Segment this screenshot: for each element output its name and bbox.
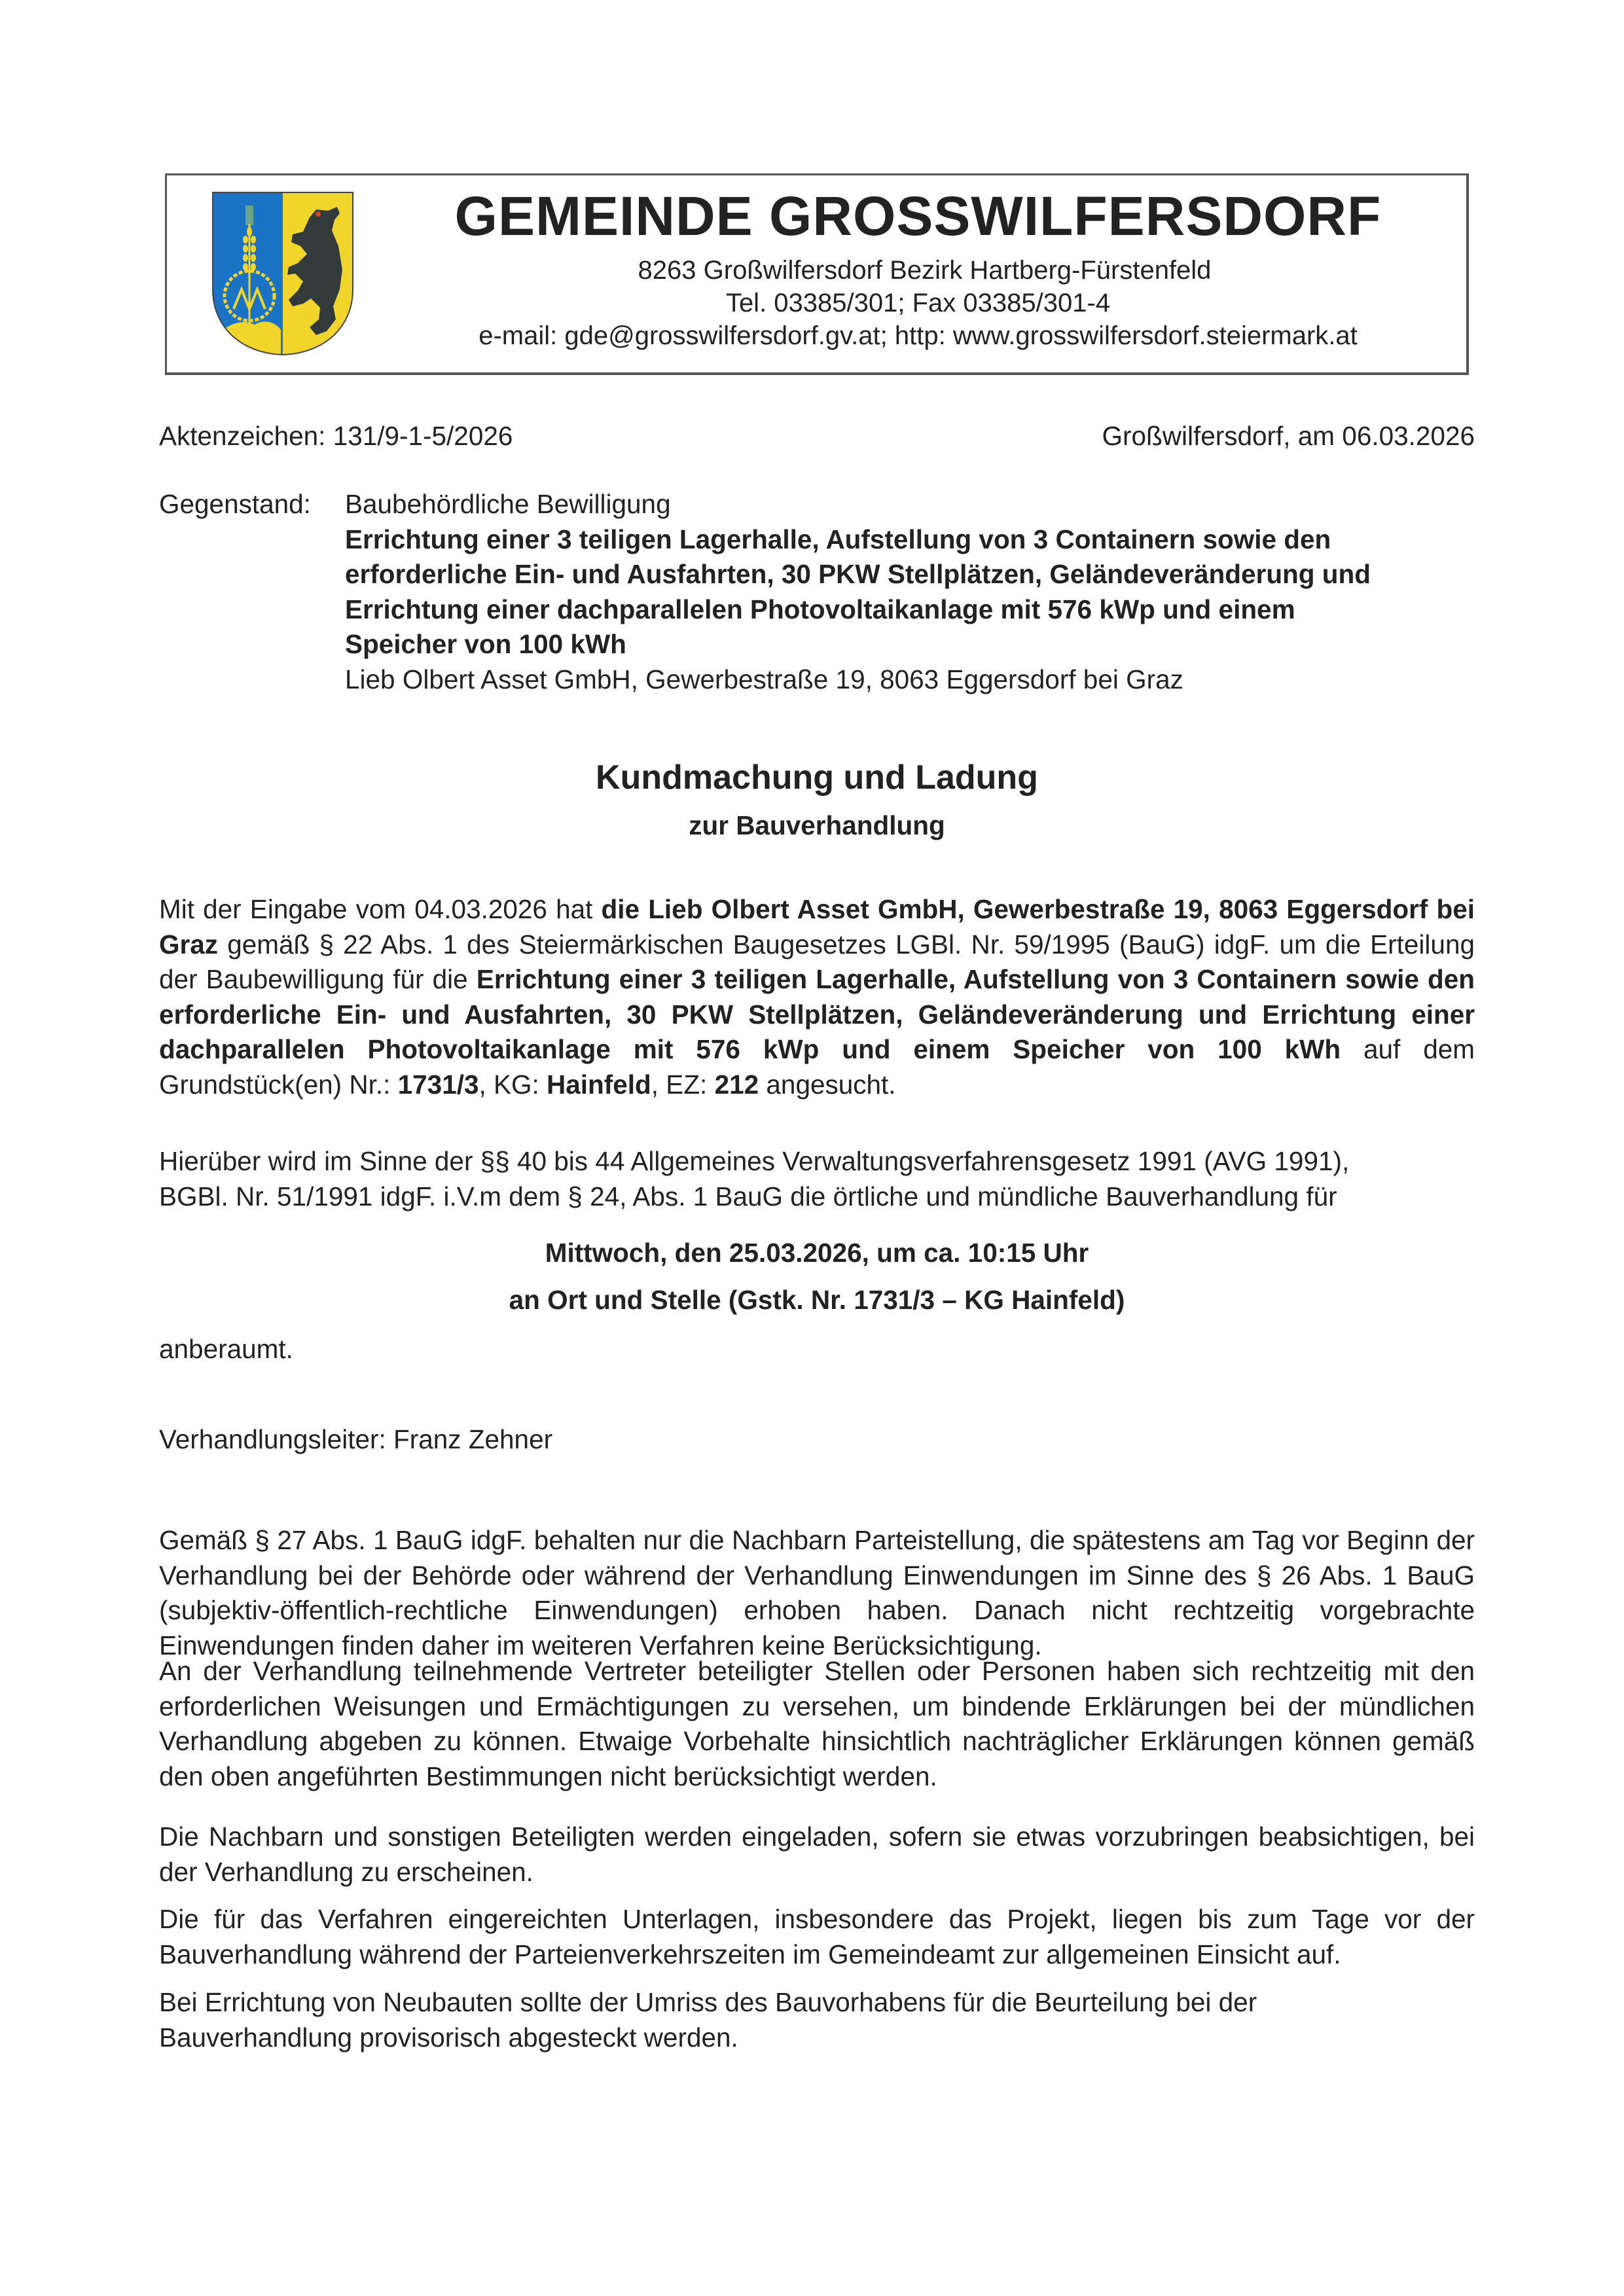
- municipality-title: GEMEINDE GROSSWILFERSDORF: [454, 185, 1382, 247]
- place-date: Großwilfersdorf, am 06.03.2026: [1102, 421, 1475, 451]
- staking-paragraph: Bei Errichtung von Neubauten sollte der Umriss des Bauvorhabens für die Beurteilung bei der Bauverhandlung provisorisch abgesteckt werden.: [159, 1987, 1257, 2053]
- invitation-paragraph: Die Nachbarn und sonstigen Beteiligten werden eingeladen, sofern sie etwas vorzubringen beabsichtigen, bei der Verhandlung zu erscheinen.: [159, 1821, 1475, 1887]
- parcel-number: 1731/3: [397, 1069, 479, 1100]
- text-run: gemäß § 22 Abs. 1 des Steiermärkischen Baugesetzes LGBl. Nr. 59/1995 (BauG) idgF. um die Erteilung der Baubewilligung für die: [159, 929, 1475, 994]
- subject-description-line: Errichtung einer dachparallelen Photovoltaikanlage mit 576 kWp und einem: [345, 594, 1295, 624]
- representatives-paragraph: An der Verhandlung teilnehmende Vertreter beteiligter Stellen oder Personen haben sich rechtzeitig mit den erforderlichen Weisungen und Ermächtigungen zu versehen, um bindende Erklärungen bei der mündlichen Verhandlung abgeben zu können. Etwaige Vorbehalte hinsichtlich nachträglicher Erklärungen können gemäß den oben angeführten Bestimmungen nicht berücksichtigt werden.: [159, 1656, 1475, 1791]
- text-run: Mit der Eingabe vom 04.03.2026 hat: [159, 894, 602, 924]
- legal-basis-paragraph: [159, 1144, 1475, 1214]
- email-web-line: e-mail: gde@grosswilfersdorf.gv.at; http: www.grosswilfersdorf.steiermark.at: [478, 321, 1358, 350]
- hearing-leader: Verhandlungsleiter: Franz Zehner: [159, 1424, 553, 1454]
- file-reference: [159, 419, 513, 454]
- legal-basis-line: BGBl. Nr. 51/1991 idgF. i.V.m dem § 24, Abs. 1 BauG die örtliche und mündliche Bauverhandlung für: [159, 1181, 1337, 1211]
- land-register-number: 212: [714, 1069, 759, 1100]
- application-paragraph: [159, 892, 1475, 1102]
- scheduled-text: anberaumt.: [159, 1334, 293, 1364]
- phone-fax-line: Tel. 03385/301; Fax 03385/301-4: [725, 289, 1111, 317]
- document-heading: Kundmachung und Ladung: [596, 759, 1038, 797]
- letterhead: [165, 173, 1469, 375]
- legal-basis-line: Hierüber wird im Sinne der §§ 40 bis 44 Allgemeines Verwaltungsverfahrensgesetz 1991 (AVG 1991),: [159, 1146, 1350, 1176]
- text-run: , EZ:: [651, 1069, 715, 1100]
- hearing-date-time: Mittwoch, den 25.03.2026, um ca. 10:15 Uhr: [545, 1238, 1089, 1268]
- subject-description-line: Speicher von 100 kWh: [345, 629, 626, 659]
- coat-of-arms-icon: [211, 191, 354, 356]
- text-run: auf dem Grundstück(en) Nr.:: [159, 1034, 1475, 1100]
- document-subheading: zur Bauverhandlung: [689, 810, 945, 840]
- cadastral-community: Hainfeld: [547, 1069, 651, 1100]
- text-run: , KG:: [478, 1069, 547, 1100]
- subject-applicant: Lieb Olbert Asset GmbH, Gewerbestraße 19, 8063 Eggersdorf bei Graz: [345, 664, 1183, 694]
- subject-type: Baubehördliche Bewilligung: [345, 489, 671, 519]
- file-reference-value: 131/9-1-5/2026: [333, 421, 513, 451]
- subject-label: Gegenstand:: [159, 489, 311, 519]
- subject-block: [345, 487, 1475, 697]
- text-run: angesucht.: [759, 1069, 896, 1100]
- subject-description-line: Errichtung einer 3 teiligen Lagerhalle, Aufstellung von 3 Containern sowie den: [345, 524, 1331, 554]
- documents-paragraph: Die für das Verfahren eingereichten Unterlagen, insbesondere das Projekt, liegen bis zum Tage vor der Bauverhandlung während der Parteienverkehrszeiten im Gemeindeamt zur allgemeinen Einsicht auf.: [159, 1904, 1475, 1969]
- applicant-bold: die Lieb Olbert Asset GmbH, Gewerbestraße 19, 8063 Eggersdorf bei Graz: [159, 894, 1475, 960]
- project-bold: Errichtung einer 3 teiligen Lagerhalle, Aufstellung von 3 Containern sowie den erforderliche Ein- und Ausfahrten, 30 PKW Stellplätzen, Geländeveränderung und Errichtung einer dachparallelen Photovoltaikanlage mit 576 kWp und einem Speicher von 100 kWh: [159, 964, 1475, 1064]
- hearing-location: an Ort und Stelle (Gstk. Nr. 1731/3 – KG Hainfeld): [509, 1285, 1125, 1315]
- file-reference-label: Aktenzeichen:: [159, 421, 326, 451]
- address-line: 8263 Großwilfersdorf Bezirk Hartberg-Fürstenfeld: [638, 256, 1212, 285]
- subject-description-line: erforderliche Ein- und Ausfahrten, 30 PKW Stellplätzen, Geländeveränderung und: [345, 559, 1371, 589]
- objections-paragraph: Gemäß § 27 Abs. 1 BauG idgF. behalten nur die Nachbarn Parteistellung, die spätestens am Tag vor Beginn der Verhandlung bei der Behörde oder während der Verhandlung Einwendungen im Sinne des § 26 Abs. 1 BauG (subjektiv-öffentlich-rechtliche Einwendungen) erhoben haben. Danach nicht rechtzeitig vorgebrachte Einwendungen finden daher im weiteren Verfahren keine Berücksichtigung.: [159, 1525, 1475, 1660]
